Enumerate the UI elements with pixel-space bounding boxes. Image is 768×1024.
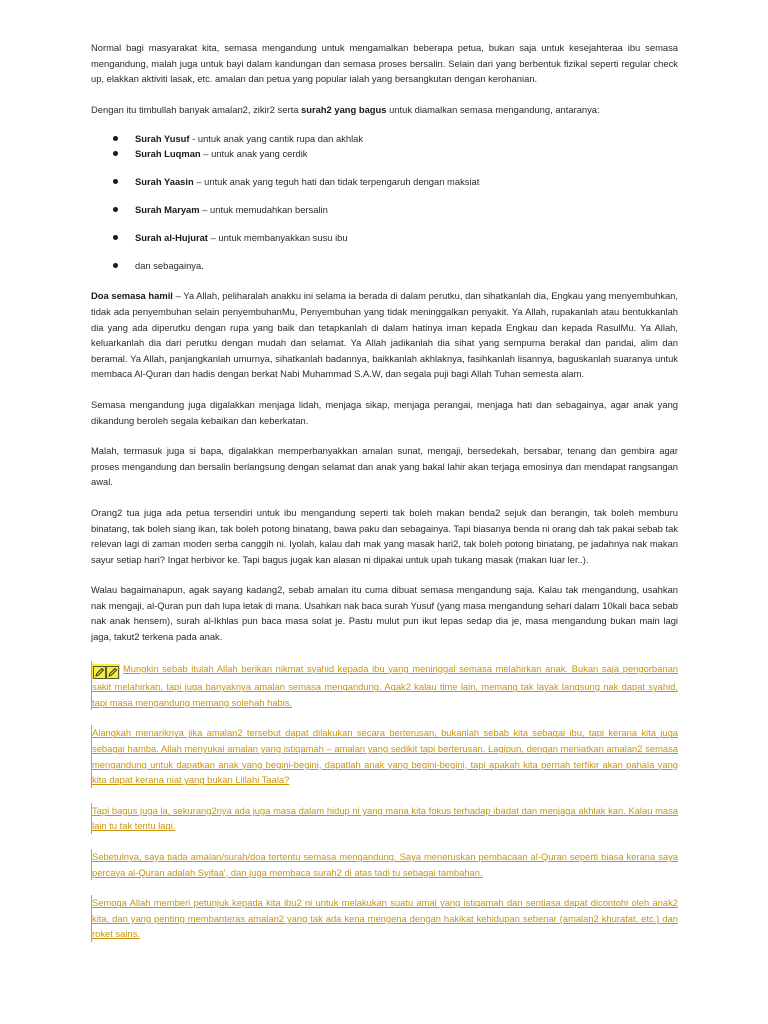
comment-text: Alangkah menariknya jika amalan2 tersebut dapat dilakukan secara berterusan, bukanlah sebab kita sebagai ibu, tapi kerana kita juga sebagai hamba. Allah menyukai amalan yang istiqamah – amalan yang sedikit tapi berterusan. Lagipun, dengan meniatkan amalan2 semasa mengandung untuk dapatkan anak yang begini-begini, dapatlah anak yang begini-begini, tapi apakah kita pernah terfikir akan pahala yang kita dapat kerana niat yang bukan Lillahi Taala? xyxy=(92,727,678,786)
list-item: Surah Luqman – untuk anak yang cerdik xyxy=(113,146,678,161)
lead-paragraph xyxy=(91,102,678,118)
comment-block-5 xyxy=(91,895,678,942)
list-item: Surah Maryam – untuk memudahkan bersalin xyxy=(113,202,678,217)
pencil-icon xyxy=(93,666,106,679)
surah-list xyxy=(91,131,678,273)
comment-icons xyxy=(92,664,120,680)
list-item: dan sebagainya. xyxy=(113,258,678,273)
comment-text: Sebetulnya, saya tiada amalan/surah/doa tertentu semasa mengandung. Saya meneruskan pembacaan al-Quran seperti biasa kerana saya percaya al-Quran adalah Syifaa', dan juga membaca surah2 di atas tadi tu sebagai tambahan. xyxy=(92,851,678,878)
comment-block-1 xyxy=(91,661,678,711)
doa-paragraph xyxy=(91,288,678,382)
comment-block-2 xyxy=(91,725,678,787)
pencil-icon xyxy=(106,666,119,679)
lead-bold: surah2 yang bagus xyxy=(301,103,387,115)
walau-paragraph: Walau bagaimanapun, agak sayang kadang2, sebab amalan itu cuma dibuat semasa mengandung saja. Kalau tak mengandung, usahkan nak mengaji, al-Quran pun dah lupa letak di mana. Usahkan nak baca surah Yusuf (yang masa mengandung sehari dalam 10kali baca sebab nak anak hensem), surah al-Ikhlas pun baca masa solat je. Pastu mulut pun ikut lepas sedap dia je, masa mengandung bukan main lagi jaga, takut2 terkena pada anak. xyxy=(91,584,678,643)
comment-text: Semoga Allah memberi petunjuk kepada kita ibu2 ni untuk melakukan suatu amal yang istiqamah dan sentiasa dapat dicontohi oleh anak2 kita, dan yang penting membanteras amalan2 yang tak ada kena mengena dengan hakikat kehidupan sebenar (amalan2 khurafat, etc.) dan roket sains. xyxy=(92,897,678,940)
intro-paragraph: Normal bagi masyarakat kita, semasa mengandung untuk mengamalkan beberapa petua, bukan saja untuk kesejahteraa ibu semasa mengandung, malah juga untuk bayi dalam kandungan dan semasa proses bersalin. Selain dari yang berbentuk fizikal seperti regular check up, elakkan aktiviti lasak, etc. amalan dan petua yang popular ialah yang bersangkutan dengan kerohanian. xyxy=(91,42,678,85)
list-item: Surah Yusuf - untuk anak yang cantik rupa dan akhlak xyxy=(113,131,678,146)
list-item: Surah Yaasin – untuk anak yang teguh hati dan tidak terpengaruh dengan maksiat xyxy=(113,174,678,189)
lead-text-end: untuk diamalkan semasa mengandung, antaranya: xyxy=(386,103,600,115)
doa-text: – Ya Allah, peliharalah anakku ini selama ia berada di dalam perutku, dan sihatkanlah dia, Engkau yang menyembuhkan, tidak ada penyembuhan selain penyembuhanMu, Penyembuhan yang tidak meninggalkan penyakit. Ya Allah, rupakanlah atau bentukkanlah dia yang ada diperutku dengan rupa yang baik dan tetapkanlah di dalam hatinya iman kepada Engkau dan kepada RasulMu. Ya Allah, keluarkanlah dia dari perutku dengan mudah dan selamat. Ya Allah jadikanlah dia sihat yang sempurna berakal dan pandai, alim dan beramal. Ya Allah, panjangkanlah umurnya, sihatkanlah badannya, baikkanlah akhlaknya, fasihkanlah lisannya, baguskanlah suaranya untuk membaca Al-Quran dan hadis dengan berkat Nabi Muhammad S.A.W, dan segala puji bagi Allah Tuhan semesta alam. xyxy=(91,290,678,380)
comment-text: Mungkin sebab itulah Allah berikan nikmat syahid kepada ibu yang meninggal semasa melahirkan anak. Bukan saja pengorbanan sakit melahirkan, tapi juga banyaknya amalan semasa mengandung. Agak2 kalau time lain, memang tak layak langsung nak dapat syahid, tapi masa mengandung memang solehah habis. xyxy=(92,662,678,708)
bapa-paragraph: Malah, termasuk juga si bapa, digalakkan memperbanyakkan amalan sunat, mengaji, bersedekah, bersabar, tenang dan gembira agar proses mengandung dan bersalin berlangsung dengan selamat dan anak yang bakal lahir akan terjaga emosinya dan mendapat rangsangan awal. xyxy=(91,445,678,488)
comment-text: Tapi bagus juga la, sekurang2nya ada juga masa dalam hidup ni yang mana kita fokus terhadap ibadat dan menjaga akhlak kan. Kalau masa lain tu tak tentu lagi. xyxy=(92,804,678,832)
comment-block-3 xyxy=(91,803,678,834)
doa-title: Doa semasa hamil xyxy=(91,290,173,302)
lidah-paragraph: Semasa mengandung juga digalakkan menjaga lidah, menjaga sikap, menjaga perangai, menjaga hati dan sebagainya, agar anak yang dikandung beroleh segala kebaikan dan keberkatan. xyxy=(91,398,678,426)
comment-block-4 xyxy=(91,849,678,880)
list-item: Surah al-Hujurat – untuk membanyakkan susu ibu xyxy=(113,230,678,245)
lead-text: Dengan itu timbullah banyak amalan2, zikir2 serta xyxy=(91,103,302,115)
orang2-paragraph: Orang2 tua juga ada petua tersendiri untuk ibu mengandung seperti tak boleh makan benda2 sejuk dan berangin, tak boleh memburu binatang, tak boleh siang ikan, tak boleh potong binatang, bawa paku dan sebagainya. Tapi biasanya benda ni orang dah tak pakai sebab tak relevan lagi di zaman moden serba canggih ni. Iyolah, kalau dah mak yang masak hari2, tak boleh potong binatang, pe jadahnya nak makan sayur setiap hari? Ingat herbivor ke. Tapi bagus jugak kan alasan ni dipakai untuk upah tukang masak (makan luar ler..). xyxy=(91,506,678,565)
